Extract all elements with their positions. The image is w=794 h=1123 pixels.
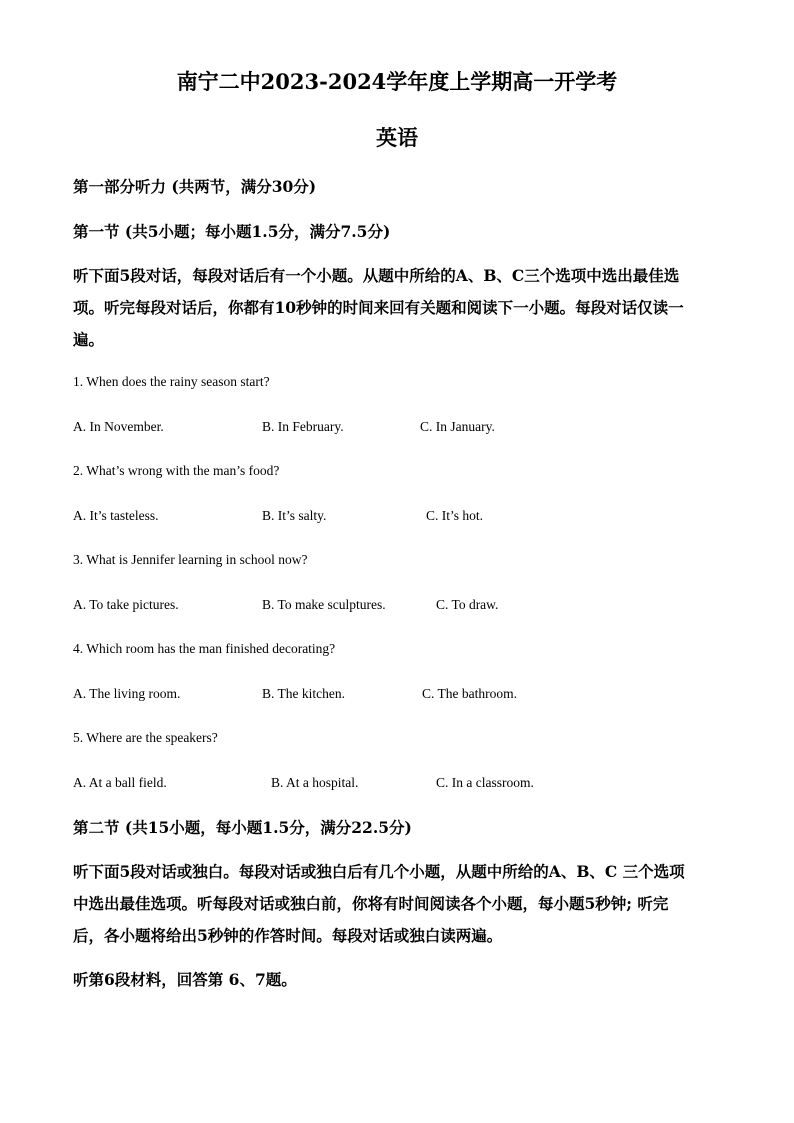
question-4-option-a: A. The living room.: [73, 686, 181, 701]
material-note: 听第6段材料，回答第 6、7题。: [73, 970, 297, 989]
question-1-option-b: B. In February.: [262, 419, 344, 434]
section2-heading: 第二节 (共15小题，每小题1.5分，满分22.5分): [73, 818, 412, 837]
section1-instructions: [73, 260, 733, 356]
question-1-option-c: C. In January.: [420, 419, 495, 434]
question-5-stem: 5. Where are the speakers?: [73, 730, 218, 745]
question-4-option-c: C. The bathroom.: [422, 686, 517, 701]
question-5-option-c: C. In a classroom.: [436, 775, 534, 790]
question-1-stem: 1. When does the rainy season start?: [73, 374, 270, 389]
question-2-option-b: B. It’s salty.: [262, 508, 327, 523]
question-3-option-b: B. To make sculptures.: [262, 597, 386, 612]
question-3-stem: 3. What is Jennifer learning in school now?: [73, 552, 308, 567]
question-4-stem: 4. Which room has the man finished decorating?: [73, 641, 336, 656]
instruction-line: 中选出最佳选项。听每段对话或独白前，你将有时间阅读各个小题，每小题5秒钟; 听完: [73, 894, 669, 913]
subject-title: 英语: [376, 125, 418, 150]
instruction-line: 听下面5段对话或独白。每段对话或独白后有几个小题，从题中所给的A、B、C 三个选项: [73, 862, 685, 881]
question-2-option-a: A. It’s tasteless.: [73, 508, 159, 523]
part1-heading: 第一部分听力 (共两节，满分30分): [73, 177, 317, 196]
instruction-line: 听下面5段对话，每段对话后有一个小题。从题中所给的A、B、C三个选项中选出最佳选: [73, 266, 680, 285]
question-4-option-b: B. The kitchen.: [262, 686, 345, 701]
instruction-line: 后，各小题将给出5秒钟的作答时间。每段对话或独白读两遍。: [73, 926, 503, 945]
section1-heading: 第一节 (共5小题；每小题1.5分，满分7.5分): [73, 222, 391, 241]
question-3-option-a: A. To take pictures.: [73, 597, 179, 612]
instruction-line: 遍。: [73, 330, 105, 349]
question-2-option-c: C. It’s hot.: [426, 508, 484, 523]
exam-title: 南宁二中2023-2024学年度上学期高一开学考: [176, 69, 618, 94]
section2-instructions: [73, 856, 733, 952]
question-5-option-b: B. At a hospital.: [271, 775, 359, 790]
question-3-option-c: C. To draw.: [436, 597, 499, 612]
question-5-option-a: A. At a ball field.: [73, 775, 167, 790]
question-2-stem: 2. What’s wrong with the man’s food?: [73, 463, 280, 478]
question-1-option-a: A. In November.: [73, 419, 164, 434]
instruction-line: 项。听完每段对话后，你都有10秒钟的时间来回有关题和阅读下一小题。每段对话仅读一: [73, 298, 684, 317]
